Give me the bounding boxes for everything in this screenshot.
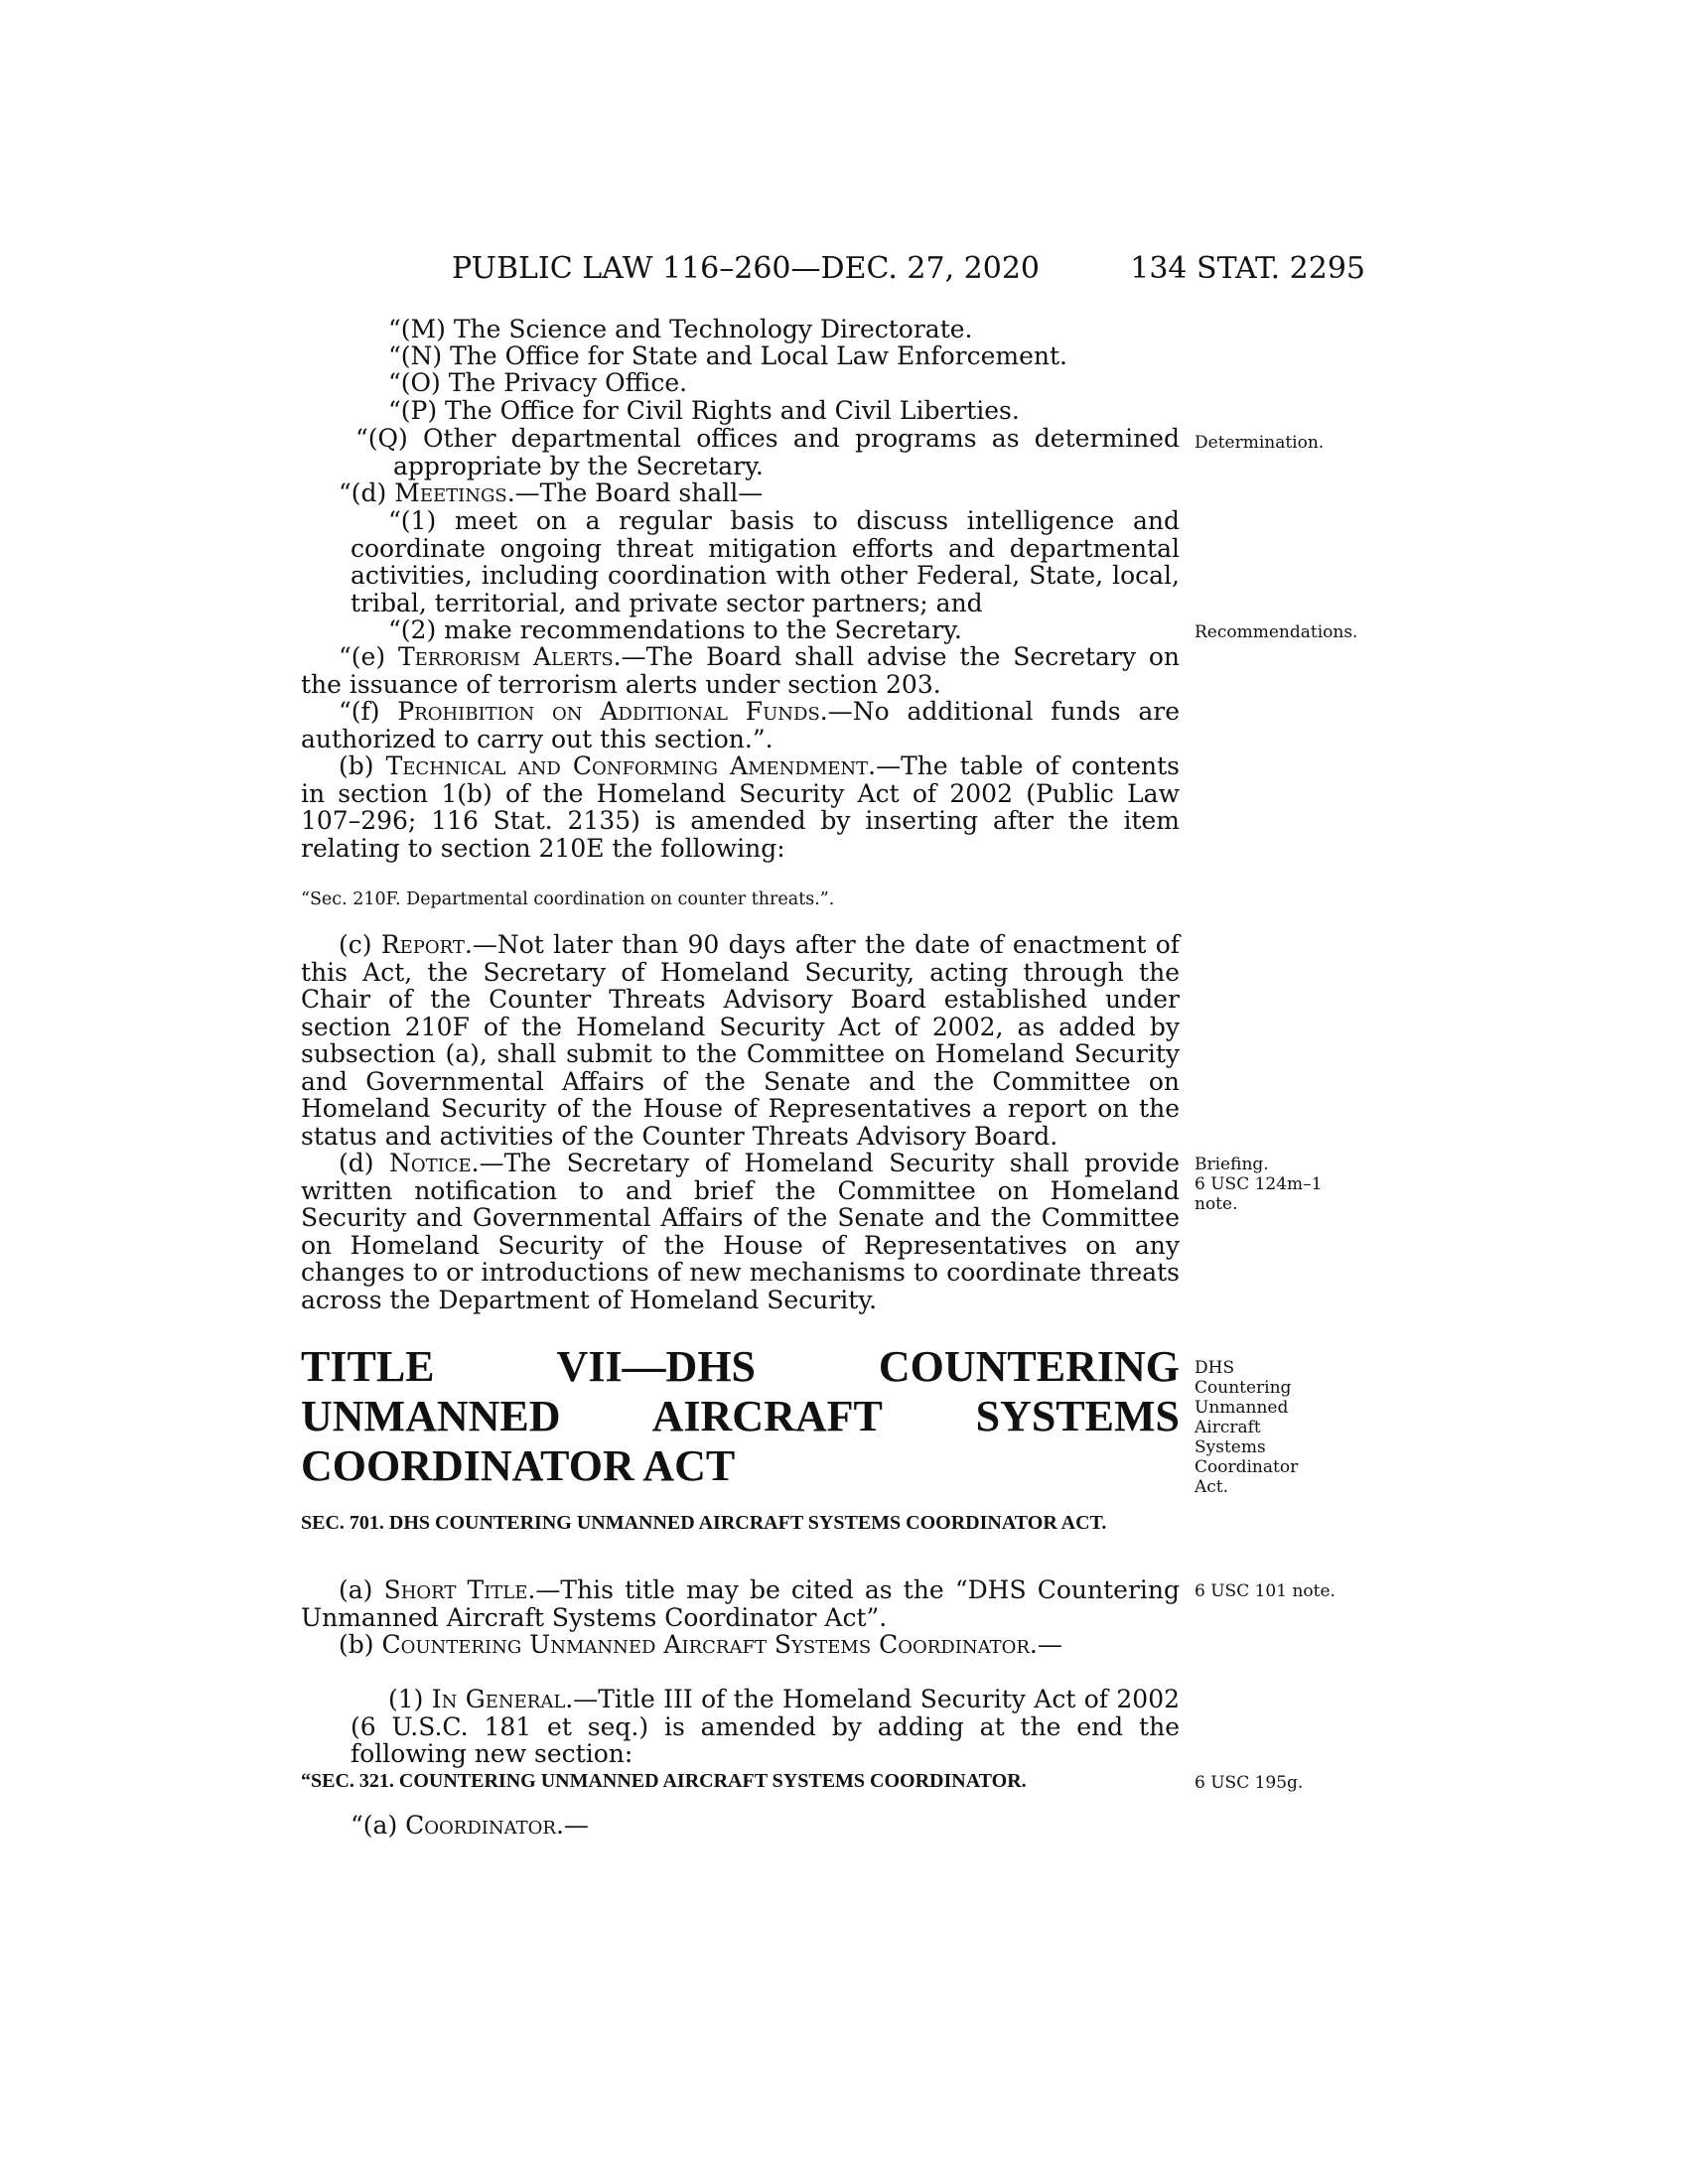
margin-note-recommendations: Recommendations. [1195,622,1358,642]
list-item-p: “(P) The Office for Civil Rights and Civil Liberties. [388,396,1020,425]
cuas-text: .— [1029,1630,1062,1659]
funds-text: .—No additional funds are authorized to carry out this section.”. [301,697,1180,753]
table-of-contents-entry: “Sec. 210F. Departmental coordination on counter threats.”. [301,889,835,909]
alerts-heading: Terrorism Alerts [397,642,614,671]
coordinator-text: .— [555,1811,589,1840]
short-title-heading: Short Title [383,1575,528,1604]
margin-note-briefing-usc: 6 USC 124m–1 note. [1195,1174,1323,1214]
tech-prefix: (b) [339,751,386,780]
subsection-additional-funds [301,698,1180,752]
general-prefix: (1) [388,1685,432,1713]
section-321-heading: “SEC. 321. COUNTERING UNMANNED AIRCRAFT SYSTEMS COORDINATOR. [301,1770,1027,1792]
paragraph-in-general [301,1686,1180,1768]
list-item-n: “(N) The Office for State and Local Law Enforcement. [388,341,1067,370]
section-701-heading: SEC. 701. DHS COUNTERING UNMANNED AIRCRAFT SYSTEMS COORDINATOR ACT. [301,1512,1107,1534]
notice-text: .—The Secretary of Homeland Security shall provide written notification to and brief the Committee on Homeland Security and Governmental Affairs of the Senate and the Committee on Homeland Security of the House of Representatives on any changes to or introductions of new mechanisms to coordinate threats across the Department of Homeland Security. [301,1149,1180,1314]
notice-heading: Notice [388,1149,472,1177]
cuas-prefix: (b) [339,1630,382,1659]
subsection-cuas-coordinator [301,1631,1180,1659]
margin-note-usc-101: 6 USC 101 note. [1195,1581,1336,1601]
list-item-q: “(Q) Other departmental offices and programs as determined appropriate by the Secretary. [355,424,1180,480]
general-heading: In General [431,1685,566,1713]
alerts-text: .—The Board shall advise the Secretary on the issuance of terrorism alerts under section 203. [301,642,1180,699]
cuas-heading: Countering Unmanned Aircraft Systems Coordinator [381,1630,1030,1659]
report-heading: Report [380,930,465,959]
subsection-coordinator [301,1812,1180,1840]
statute-page-number: 134 STAT. 2295 [1130,251,1365,286]
subsection-meetings [301,479,1180,507]
report-prefix: (c) [339,930,381,959]
margin-note-usc-195g: 6 USC 195g. [1195,1773,1304,1793]
meetings-heading: Meetings [394,478,507,507]
funds-prefix: “(f) [339,697,398,726]
short-title-prefix: (a) [339,1575,384,1604]
subsection-short-title [301,1576,1180,1631]
meetings-paragraph-1: “(1) meet on a regular basis to discuss intelligence and coordinate ongoing threat mitigation efforts and departmental activities, including coordination with other Federal, State, local, tribal, territorial, and private sector partners; and [351,506,1180,617]
margin-note-briefing: Briefing. [1195,1155,1269,1174]
tech-heading: Technical and Conforming Amendment [385,751,869,780]
funds-heading: Prohibition on Additional Funds [397,697,820,726]
list-item-o: “(O) The Privacy Office. [388,368,688,397]
coordinator-prefix: “(a) [351,1811,406,1840]
meetings-text: .—The Board shall— [506,478,764,507]
title-heading: TITLE VII—DHS COUNTERING UNMANNED AIRCRAFT SYSTEMS COORDINATOR ACT [301,1342,1180,1490]
margin-note-determination: Determination. [1195,433,1325,453]
report-text: .—Not later than 90 days after the date of enactment of this Act, the Secretary of Homeland Security, acting through the Chair of the Counter Threats Advisory Board established under section 210F of the Homeland Security Act of 2002, as added by subsection (a), shall submit to the Committee on Homeland Security and Governmental Affairs of the Senate and the Committee on Homeland Security of the House of Representatives a report on the status and activities of the Counter Threats Advisory Board. [301,930,1180,1151]
notice-prefix: (d) [339,1149,389,1177]
public-law-citation: PUBLIC LAW 116–260—DEC. 27, 2020 [452,251,1041,286]
subsection-technical-amendment [301,752,1180,862]
tech-text: .—The table of contents in section 1(b) of the Homeland Security Act of 2002 (Public Law 107–296; 116 Stat. 2135) is amended by inserting after the item relating to section 210E the following: [301,751,1180,863]
general-text: .—Title III of the Homeland Security Act of 2002 (6 U.S.C. 181 et seq.) is amended by adding at the end the following new section: [351,1685,1181,1768]
short-title-text: .—This title may be cited as the “DHS Countering Unmanned Aircraft Systems Coordinator Act”. [301,1575,1180,1632]
alerts-prefix: “(e) [339,642,398,671]
meetings-prefix: “(d) [339,478,395,507]
subsection-terrorism-alerts [301,643,1180,698]
page-header [452,251,1365,291]
subsection-notice [301,1150,1180,1313]
margin-note-dhs-act: DHS Countering Unmanned Aircraft Systems Coordinator Act. [1195,1358,1299,1497]
coordinator-heading: Coordinator [405,1811,556,1840]
list-item-m: “(M) The Science and Technology Directorate. [388,315,973,343]
meetings-paragraph-2: “(2) make recommendations to the Secretary. [388,615,962,644]
subsection-report [301,931,1180,1150]
